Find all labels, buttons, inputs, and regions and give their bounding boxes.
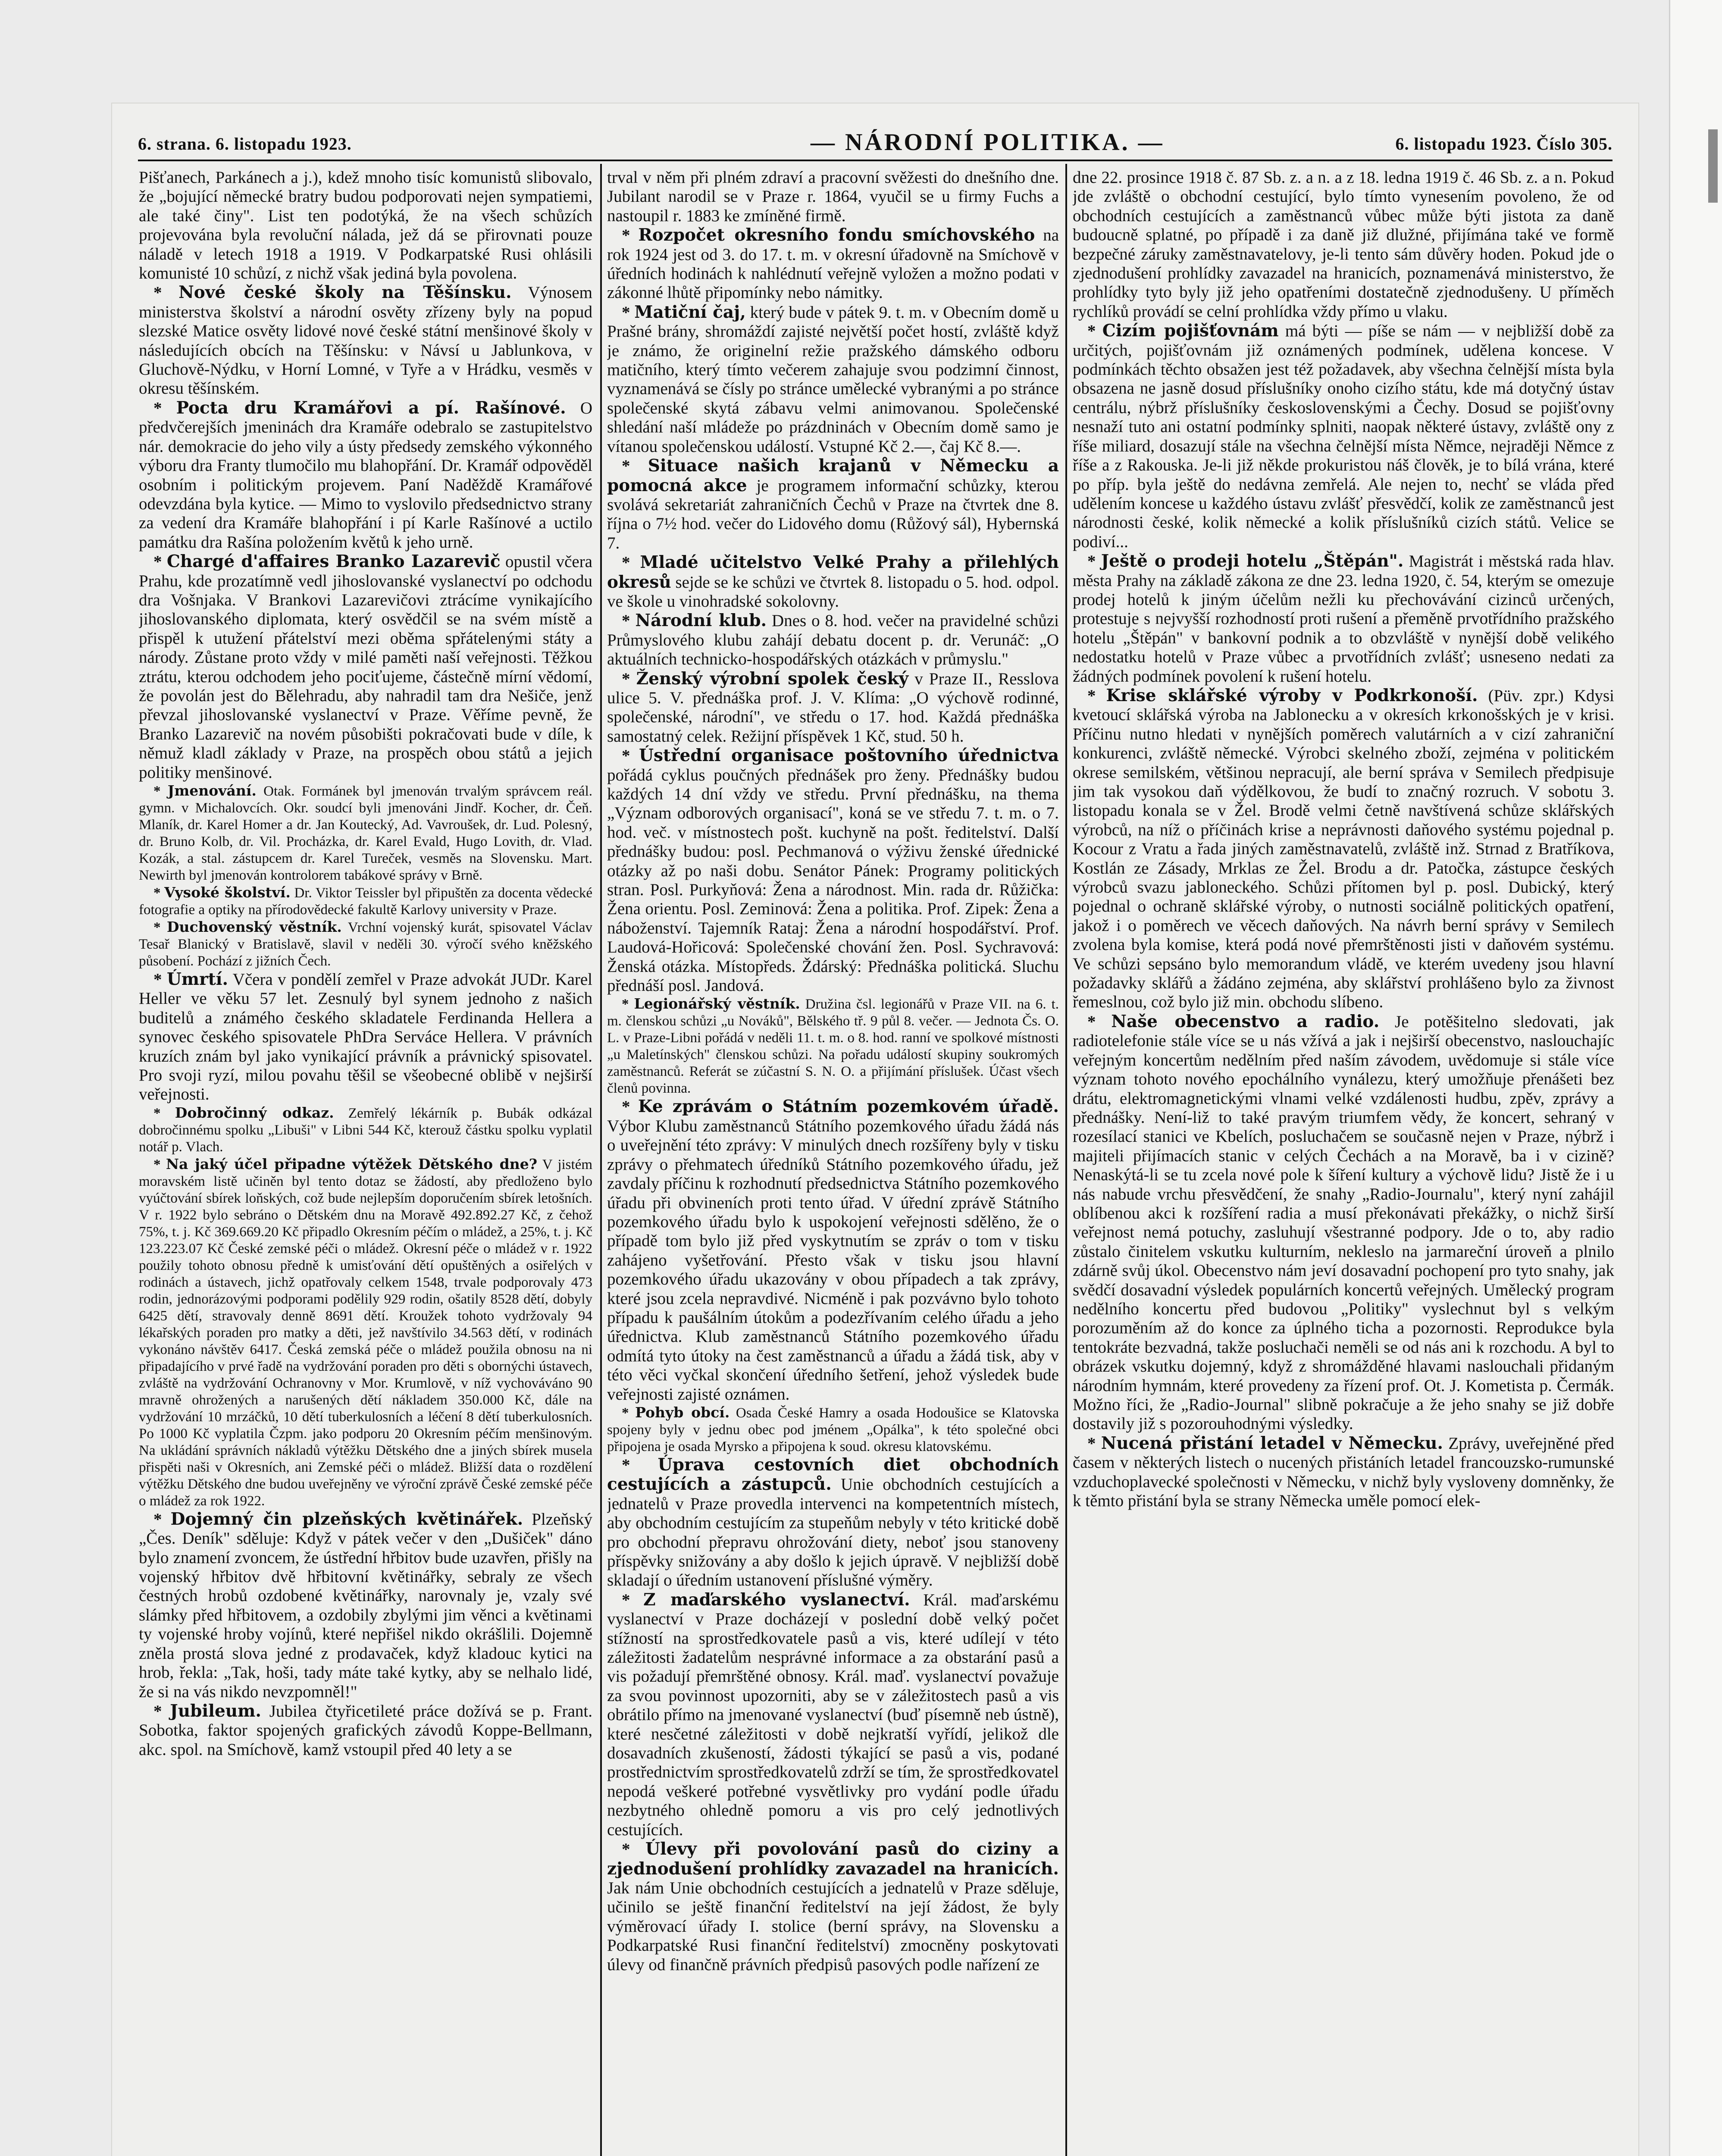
- item-body: O předvčerejších jmeninách dra Kramáře odebralo se zastupitelstvo nár. demokracie do jeho vily a ústy předsedy zemského výkonného výboru dra Franty tlumočilo mu blahopřání. Dr. Kramář odpověděl osobním i politickým projevem. Paní Naděždě Kramářové odevzdána byla kytice. — Mimo to vyslovilo předsednictvo strany za vedení dra Kramáře blahopřání i pí Karle Rašínové a uctilo památku dra Rašína položením květů k jeho urně.: [139, 398, 592, 552]
- item-bullet: *: [1087, 686, 1106, 705]
- item-bullet: *: [622, 303, 635, 322]
- text-column-2: [607, 168, 1059, 2156]
- item-heading: Jmenování.: [167, 782, 257, 799]
- item-body: Jak nám Unie obchodních cestujících a jednatelů v Praze sděluje, učinilo se ještě finanční ředitelství na její žádost, že byly výměrovací úřady I. stolice (berní správy, na Slovensku a Podkarpatské Rusi finanční ředitelství) zmocněny poskytovati úlevy od finančně právních předpisů pasových podle nařízení ze: [607, 1878, 1059, 1974]
- news-item: [139, 1702, 592, 1759]
- item-bullet: *: [622, 1405, 636, 1421]
- item-heading: Situace našich krajanů v Německu a pomocná akce: [607, 456, 1059, 495]
- item-body: Jubilea čtyřicetileté práce dožívá se p. Frant. Sobotka, faktor spojených grafických závodů Koppe-Bellmann, akc. spol. na Smíchově, kamž vstoupil před 40 lety a se: [139, 1702, 592, 1759]
- news-item: [607, 1590, 1059, 1839]
- item-body: je programem informační schůzky, kterou svolává sekretariát zahraničních Čechů v Praze na čtvrtek dne 8. října o 7½ hod. večer do Lidového domu (Růžový sál), Hybernská 7.: [607, 476, 1059, 552]
- text-column-1: [139, 168, 592, 2156]
- item-body: Magistrát i městská rada hlav. města Prahy na základě zákona ze dne 23. ledna 1920, č. 54, kterým se omezuje prodej hotelů k jiným účelům nežli ku přechovávání cizinců určených, protestuje s nejvyšší rozhodností proti rušení a přeměně prvotřídního pražského hotelu „Štěpán" v bankovní podnik a to obzvláště v nynější době velikého nedostatku hotelů v Praze vůbec a prvotřídních zvlášť; usneseno nedati za žádných podmínek povolení k rušení hotelu.: [1073, 552, 1614, 686]
- item-heading: Legionářský věstník.: [634, 995, 800, 1012]
- item-bullet: *: [153, 885, 165, 901]
- item-body: má býti — píše se nám — v nejbližší době za určitých, pojišťovnám již oznámených podmínek, udělena koncese. V podmínkách těchto obsažen jest též požadavek, aby všechna čelnější místa byla obsazena ne jasně dosud příslušníky onoho cizího státu, kde má dotyčný ústav centrálu, nýbrž příslušníky československými a Čechy. Dosud se pojišťovny nesnaží tuto ani ostatní podmínky splniti, naopak některé ústavy, zvláště ony z říše miliard, dosazují stále na všechna čelnější místa Němce, nejraději Němce z říše a z Rakouska. Je-li již někde prokuristou náš člověk, je to bílá vrána, které po příp. byla ještě do nedávna zemřelá. Ale nejen to, nechť se vláda před udělením koncese u každého ústavu zvlášť přesvědčí, kolik ze zaměstnanců jest národnosti české, kolik německé a kolik příslušníků cizích států. Velice se podiví...: [1073, 322, 1614, 551]
- item-heading: Jubileum.: [170, 1701, 261, 1721]
- item-heading: Pocta dru Kramářovi a pí. Rašínové.: [176, 398, 566, 418]
- item-body: Osada České Hamry a osada Hodoušice se Klatovska spojeny byly v jednu obec pod jménem „Opálka", k této společné obci připojena je osada Myrsko a připojena k soud. okresu klatovskému.: [607, 1405, 1059, 1454]
- news-item: [607, 226, 1059, 303]
- running-head: [138, 125, 1612, 164]
- news-item: [607, 303, 1059, 456]
- item-heading: Na jaký účel připadne výtěžek Dětského dne?: [166, 1155, 538, 1172]
- item-heading: Ještě o prodeji hotelu „Štěpán".: [1101, 551, 1404, 571]
- item-bullet: *: [153, 283, 179, 302]
- item-bullet: *: [622, 746, 639, 765]
- news-item: [139, 552, 592, 782]
- item-heading: Pohyb obcí.: [635, 1404, 730, 1421]
- item-heading: Úlevy při povolování pasů do ciziny a zjednodušení prohlídky zavazadel na hranicích.: [607, 1839, 1059, 1879]
- news-item: [1073, 1012, 1614, 1434]
- masthead-title: — NÁRODNÍ POLITIKA. —: [811, 129, 1165, 156]
- item-body: který bude v pátek 9. t. m. v Obecním domě u Prašné brány, shromáždí zajisté největší počet hostí, zvláště když je známo, že originelní režie pražského dámského odboru matičního, který tímto večerem zahajuje svou podzimní činnost, vyznamenává se čísly po stránce umělecké vybranými a po stránce společenské skytá zábavu velmi animovanou. Společenské shledání naší mládeže po prázdninách v Obecním domě samo je vítanou společenskou událostí. Vstupné Kč 2.—, čaj Kč 8.—.: [607, 303, 1059, 456]
- article-continuation: [607, 168, 1059, 226]
- news-item: [1073, 686, 1614, 1012]
- item-heading: Duchovenský věstník.: [166, 918, 342, 935]
- item-body: V jistém moravském listě učiněn byl tento dotaz se žádostí, aby předloženo bylo vyúčtování sbírek loňských, což bude nejlepším doporučením sbírek letošních. V r. 1922 bylo sebráno o Dětském dnu na Moravě 492.892.27 Kč, z čehož 75%, t. j. Kč 369.669.20 Kč připadlo Okresním péčím o mládež, a 25%, t. j. Kč 123.223.07 Kč České zemské péči o mládež. Okresní péče o mládež v r. 1922 použily tohoto obnosu předně k umisťování dětí opuštěných a osiřelých v rodinách a ústavech, jichž opatřovaly celkem 1548, trvale podporovaly 473 rodin, jednorázovými podporami podělily 929 rodin, ošatily 8528 dětí, dobyly 6425 dětí, stravovaly denně 8691 dětí. Kroužek tohoto vydržovaly 94 lékařských poraden pro matky a děti, jež navštívilo 34.563 dětí, v rodinách vykonáno návštěv 6417. Česká zemská péče o mládež použila obnosu na ni připadajícího v prvé řadě na vydržování poraden pro děti s obornýchi ústavech, zvláště na vydržování Ochranovny v Mor. Krumlově, v níž vychováváno 90 mravně ohrožených a narušených dětí nákladem 350.000 Kč, dále na vydržování 10 mrzáčků, 10 dětí tuberkulosních a léčení 8 dětí tuberkulosních. Po 1000 Kč vyplatila Čzpm. jako podporu 20 Okresním péčím menšinovým. Na ukládání správních nákladů výtěžku Dětského dne a jiných sbírek musela přispěti naši v Okresních, ani Zemské péči o mládež. Bližší data o rozdělení výtěžku Dětského dne budou uveřejněny ve výroční zprávě České zemské péče o mládež za rok 1922.: [139, 1156, 592, 1509]
- item-bullet: *: [153, 1702, 170, 1720]
- item-body: Včera v pondělí zemřel v Praze advokát JUDr. Karel Heller ve věku 57 let. Zesnulý byl synem jednoho z našich buditelů a známého českého skladatele Ferdinanda Hellera a synovec českého spisovatele PhDra Serváce Hellera. V právních kruzích znám byl jako vynikající právník a právnický spisovatel. Pro svoji ryzí, milou povahu těšil se všeobecné oblibě v nejširší veřejnosti.: [139, 970, 592, 1104]
- item-body: Družina čsl. legionářů v Praze VII. na 6. t. m. členskou schůzi „u Nováků", Bělského tř. 9 půl 8. večer. — Jednota Čs. O. L. v Praze-Libni pořádá v neděli 11. t. m. o 8. hod. ranní ve spolkové místnosti „u Maletínských" členskou schůzi. Na pořadu událostí skupiny soukromých zaměstnanců. Referát se zúčastní S. N. O. a přijímání příslušek. Účast všech členů povinna.: [607, 997, 1059, 1097]
- item-body: v Praze II., Resslova ulice 5. V. přednáška prof. J. V. Klíma: „O výchově rodinné, společenské, národní", ve středu o 17. hod. Každá přednáška samostatný celek. Režijní příspěvek 1 Kč, stud. 50 h.: [607, 669, 1059, 746]
- item-body: Vrchní vojenský kurát, spisovatel Václav Tesař Blanický v Bratislavě, slavil v neděli 30. výročí svého kněžského působení. Pochází z jižních Čech.: [139, 920, 592, 969]
- item-body: trval v něm při plném zdraví a pracovní svěžesti do dnešního dne. Jubilant narodil se v Praze r. 1864, vyučil se u firmy Fuchs a nastoupil r. 1883 ke zmíněné firmě.: [607, 168, 1059, 225]
- item-bullet: *: [153, 398, 176, 417]
- item-heading: Dobročinný odkaz.: [175, 1104, 334, 1121]
- item-bullet: *: [622, 1840, 645, 1859]
- page-number-date: 6. strana. 6. listopadu 1923.: [138, 134, 352, 154]
- item-bullet: *: [622, 611, 636, 630]
- header-rule: [138, 160, 1612, 161]
- item-bullet: *: [153, 970, 167, 989]
- article-continuation: [1073, 168, 1614, 321]
- item-body: na rok 1924 jest od 3. do 17. t. m. v okresní úřadovně na Smíchově v úředních hodinách k nahlédnutí veřejně vyložen a možno podati v zákonné lhůtě připomínky nebo námitky.: [607, 226, 1059, 302]
- news-item: [139, 782, 592, 884]
- news-item: [607, 1839, 1059, 1974]
- news-item: [607, 1404, 1059, 1455]
- item-heading: Chargé d'affaires Branko Lazarevič: [166, 552, 501, 572]
- item-heading: Krise sklářské výroby v Podkrkonoší.: [1106, 685, 1478, 705]
- item-heading: Úmrtí.: [166, 969, 229, 989]
- item-bullet: *: [1087, 552, 1101, 571]
- news-item: [607, 611, 1059, 669]
- item-bullet: *: [153, 1105, 175, 1121]
- text-column-3: [1073, 168, 1614, 2156]
- edge-ink-mark: [1708, 129, 1718, 203]
- news-item: [607, 995, 1059, 1097]
- news-item: [607, 456, 1059, 553]
- item-bullet: *: [622, 553, 640, 572]
- column-rule: [1065, 164, 1067, 2156]
- item-heading: Národní klub.: [635, 611, 767, 631]
- item-body: (Püv. zpr.) Kdysi kvetoucí sklářská výroba na Jablonecku a v okresích krkonošských je v krisi. Příčinu nutno hledati v nynějších poměrech valutárních a v cizí zahraniční konkurenci, zvláště německé. Výrobci skelného zboží, zejména v politickém okrese semilském, většinou nepracují, ale berní správa v Semilech předpisuje jim tak vysokou daň výdělkovou, že budí to značný rozruch. V sobotu 3. listopadu konala se v Žel. Brodě velmi četně navštívená schůze sklářských výrobců, na níž o příčinách krise a neprávnosti daňového systému pojednal p. Kocour z Vratu a řada jiných zaměstnavatelů, zvláště inž. Strnad z Bratříkova, Kostlán ze Zásady, Mrklas ze Žel. Brodu a dr. Patočka, zástupce českých výrobců svazu jabloneckého. Schůzi přítomen byl p. posl. Dubický, který pojednal o ochraně sklářské výroby, o nutnosti sociálně politických opatření, jakož i o poměrech ve věcech daňových. Na návrh berní správy v Semilech zvolena byla komise, která podá nové přemrštěnosti jisti v daňovém systému. Ve schůzi sepsáno bylo memorandum vládě, ve kterém uvedeny jsou hlavní požadavky sklářů a žádáno zejména, aby sklářství prohlášeno bylo za živnost řemeslnou, což bylo již min. obchodu slíbeno.: [1073, 686, 1614, 1012]
- item-body: dne 22. prosince 1918 č. 87 Sb. z. a n. a z 18. ledna 1919 č. 46 Sb. z. a n. Pokud jde zvláště o obchodní cestující, bylo tímto vynesením povoleno, že od obchodních cestujících a zaměstnanců vůbec může býti jistota za daně budoucně splatné, po případě i za daně již dlužné, přijímána také ve formě bezpečné záruky zaměstnavatelovy, je-li tento sám důvěry hoden. Pokud jde o zjednodušení prohlídky zavazadel na hranicích, poznamenává ministerstvo, že prohlídky tyto byly již jeho opatřeními dostatečně zjednodušeny. U příměch rychlíků provádí se celní prohlídka vždy přímo u vlaku.: [1073, 168, 1614, 321]
- news-item: [139, 918, 592, 970]
- item-heading: Mladé učitelstvo Velké Prahy a přilehlých okresů: [607, 552, 1059, 592]
- item-heading: Vysoké školství.: [164, 884, 291, 901]
- item-body: Král. maďarskému vyslanectví v Praze docházejí v poslední době velký počet stížností na sprostředkovatele pasů a vis, které udílejí v této záležitosti žadatelům nesprávné informace a za obstarání pasů a vis požadují přemrštěné obnosy. Král. maď. vyslanectví považuje za svou povinnost upozorniti, aby se v záležitostech pasů a vis obrátilo přímo na jmenované vyslanectví (buď písemně neb ústně), které nesčetné záležitosti v době nejkratší vyřídí, jelikož dle dosavadních zkušeností, žádosti týkající se pasů a vis, podané prostřednictvím sprostředkovatelů zdrží se tím, že sprostředkovatel nepodá veškeré potřebné vysvětlivky pro vydání podle úřadu nezbytného ohledně pomoru a vis pro celý jednotlivých cestujících.: [607, 1590, 1059, 1839]
- item-heading: Úprava cestovních diet obchodních cestujících a zástupců.: [607, 1454, 1059, 1495]
- item-bullet: *: [622, 1590, 644, 1609]
- news-item: [139, 283, 592, 398]
- news-item: [139, 970, 592, 1104]
- item-heading: Naše obecenstvo a radio.: [1111, 1011, 1380, 1031]
- column-rule: [600, 164, 602, 2156]
- item-bullet: *: [153, 1156, 166, 1172]
- item-bullet: *: [622, 226, 639, 245]
- item-bullet: *: [1087, 322, 1102, 341]
- item-heading: Ke zprávám o Státním pozemkovém úřadě.: [638, 1097, 1059, 1117]
- news-item: [139, 884, 592, 918]
- item-bullet: *: [622, 457, 648, 476]
- item-body: Unie obchodních cestujících a jednatelů v Praze provedla intervenci na kompetentních místech, aby obchodním cestujícím za stupeňům nebyly v této kritické době pro obchodní přepravu ohrožování diety, neboť jsou stanoveny příspěvky snižovány a aby došlo k jejich úpravě. V nejbližší době skladají o úředním ustanovení příslušné výměry.: [607, 1475, 1059, 1590]
- item-heading: Cizím pojišťovnám: [1102, 321, 1279, 341]
- item-body: Zemřelý lékárník p. Bubák odkázal dobročinnému spolku „Libuši" v Libni 544 Kč, kterouž částku spolku vyplatil notář p. Vlach.: [139, 1105, 592, 1155]
- item-heading: Matiční čaj,: [634, 302, 746, 322]
- adjacent-page-edge: [1669, 0, 1722, 2156]
- news-item: [607, 553, 1059, 611]
- item-bullet: *: [622, 997, 634, 1012]
- item-bullet: *: [622, 669, 636, 688]
- item-heading: Rozpočet okresního fondu smíchovského: [638, 225, 1035, 245]
- item-bullet: *: [1087, 1434, 1101, 1453]
- item-body: Plzeňský „Čes. Deník" sděluje: Když v pátek večer v den „Dušiček" dáno bylo znamení zvoncem, že ústřední hřbitov bude uzavřen, přišly na vojenský hřbitov dvě hřbitovní květinářky, sebraly ze všech čestných hrobů ozdobené květinářky, narovnaly je, vzaly své slámky před hřbitovem, a ozdobily zbylými jim věnci a květinami ty vojenské hroby vojínů, které nepřišel nikdo okrášlili. Dojemně zněla prostá slova jedné z prodavaček, když kladouc kytici na hrob, řekla: „Tak, hoši, tady máte také kytky, aby se nelhalo lidé, že si na vás nikdo nevzpomněl!": [139, 1510, 592, 1701]
- news-item: [1073, 1434, 1614, 1511]
- item-bullet: *: [622, 1455, 658, 1474]
- item-bullet: *: [153, 552, 167, 571]
- news-item: [139, 398, 592, 552]
- news-item: [607, 1455, 1059, 1590]
- item-bullet: *: [153, 783, 168, 799]
- item-body: Pišťanech, Parkánech a j.), kdež mnoho tisíc komunistů slibovalo, že „bojující německé bratry budou podporovati nejen sympatiemi, ale také činy". List ten podotýká, že na všech schůzích projevována byla revoluční nálada, jež dá se přirovnati pouze náladě v letech 1918 a 1919. V Podkarpatské Rusi ohlásili komunisté 10 schůzí, z nichž však jediná byla povolena.: [139, 168, 592, 283]
- news-item: [139, 1104, 592, 1156]
- item-body: Dr. Viktor Teissler byl připuštěn za docenta vědecké fotografie a optiky na přírodovědecké fakultě Karlovy university v Praze.: [139, 885, 592, 918]
- news-item: [139, 1156, 592, 1510]
- item-bullet: *: [1087, 1012, 1111, 1031]
- item-body: Je potěšitelno sledovati, jak radiotelefonie stále více se u nás vžívá a jak i nejširší obecenstvo, naslouchajíc veřejným koncertům nedělním před naším závodem, uvědomuje si stále více význam tohoto nového epochálního vynálezu, který umožňuje přenášeti bez drátu, elektromagnetickými vlnami velké vzdálenosti hudbu, zpěv, zprávy a přednášky. Není-liž to také pravým triumfem vědy, že koncert, sehraný v rozesílací stanici ve Kbelích, posluchačem se současně nejen v Praze, nýbrž i majiteli přijímacích stanic v celých Čechách a na Moravě, ba i v cizině? Nenaskýtá-li se tu zcela nové pole k šíření kultury a výchově lidu? Jistě že i u nás nabude vrchu přesvědčení, že snahy „Radio-Journalu", který nyní zahájil oblíbenou akci k rozšíření radia a musí překonávati překážky, o nichž širší veřejnost nemá potuchy, zasluhují všestranné podpory. Jde o to, aby radio zůstalo činitelem vskutku kulturním, nekleslo na jarmareční úroveň a plnilo zdárně svůj úkol. Obecenstvo nám jeví dosavadní pochopení pro tyto snahy, jak svědčí dosavadní výsledek populárních koncertů veřejných. Umělecký program nedělního koncertu před budovou „Politiky" vyslechnut byl s velkým porozuměním až do konce za úplného ticha a pozornosti. Reprodukce byla tentokráte bezvadná, takže posluchači neměli se od nás ani k rozchodu. A byl to obrázek vskutku dojemný, když z shromážděné hlavami naslouchali přidaným národním hymnám, které provedeny za řízení prof. Ot. J. Kometista p. Čermák. Možno říci, že „Radio-Journal" slibně pokračuje a že jeho snahy se již dobře dostavily již s pozorouhodnými výsledky.: [1073, 1012, 1614, 1433]
- news-item: [607, 1097, 1059, 1404]
- news-item: [1073, 321, 1614, 552]
- news-item: [607, 669, 1059, 746]
- item-heading: Nové české školy na Těšínsku.: [178, 282, 512, 303]
- item-body: Výbor Klubu zaměstnanců Státního pozemkového úřadu žádá nás o uveřejnění této zprávy: V minulých dnech rozšířeny byly v tisku zprávy o přehmatech úředníků Státního pozemkového úřadu, jež zavdaly příčinu k rozhodnutí předsednictva Státního pozemkového úřadu při obvineních proti tento úřad. V úřední zprávě Státního pozemkového úřadu bylo k uspokojení veřejnosti sdělěno, že o případě tom bylo již před vyskytnutím se zpráv o tom v tisku zahájeno vyšetřování. Přesto však v tisku jsou hlavní pozemkového úřadu ukazovány v obou případech a tak zprávy, které jsou zcela nepravdivé. Nicméně i pak pozvávno bylo tohoto případu k paušálním útokům a podezřívaním celého úřadu a jeho úřednictva. Klub zaměstnanců Státního pozemkového úřadu odmítá tyto útoky na čest zaměstnanců a úřadu a žádá tisk, aby v této věci vyčkal skončení úředního šetření, jehož výsledek bude veřejnosti zajisté oznámen.: [607, 1116, 1059, 1404]
- item-body: Otak. Formánek byl jmenován trvalým správcem reál. gymn. v Michalovcích. Okr. soudcí byli jmenováni Jindř. Kocher, dr. Čeň. Mlaník, dr. Karel Homer a dr. Jan Koutecký, Ad. Vavroušek, dr. Lud. Polesný, dr. Bruno Kolb, dr. Vil. Procházka, dr. Karel Evald, Hugo Lovith, dr. Vlad. Kozák, a stal. zástupcem dr. Karel Tureček, vesměs na Slovensku. Mart. Newirth byl jmenován kontrolorem tabákové správy v Brně.: [139, 783, 592, 883]
- article-continuation: [139, 168, 592, 283]
- news-item: [139, 1510, 592, 1702]
- item-heading: Ústřední organisace poštovního úřednictva: [639, 746, 1059, 766]
- item-heading: Nucená přistání letadel v Německu.: [1101, 1433, 1443, 1453]
- item-heading: Ženský výrobní spolek český: [636, 668, 909, 689]
- item-body: opustil včera Prahu, kde prozatímně vedl jihoslovanské vyslanectví po odchodu dra Vošnjaka. V Brankovi Lazarevičovi ztrácíme vynikajícího jihoslovanského diplomata, který osvědčil se na svém místě a přispěl k utužení přátelství mezi oběma spřátelenými státy a národy. Zůstane proto vždy v milé paměti naší veřejnosti. Těžkou ztrátu, kterou odchodem jeho pociťujeme, částečně mírní vědomí, že povolán jest do Bělehradu, aby nahradil tam dra Nešiče, jenž převzal jihoslovanské vyslanectví v Praze. Věříme pevně, že Branko Lazarevič na novém působišti pokračovati bude v díle, k němuž kladl základy v Praze, na prospěch obou států a jejich politiky menšinové.: [139, 552, 592, 782]
- item-body: Výnosem ministerstva školství a národní osvěty zřízeny byly na popud slezské Matice osvěty lidové nové české státní menšinové školy v následujících obcích na Těšínsku: v Návsí u Jablunkova, v Gluchově-Nýdku, v Horní Lomné, v Tyře a v Hrádku, vesměs v okresu těšínském.: [139, 283, 592, 398]
- date-issue-number: 6. listopadu 1923. Číslo 305.: [1395, 134, 1612, 154]
- item-heading: Dojemný čin plzeňských květinářek.: [170, 1509, 523, 1529]
- item-body: Zprávy, uveřejněné před časem v některých listech o nucených přistáních letadel francouzsko-rumunské vzduchoplavecké společnosti v Německu, v nichž byly vysloveny domněnky, že k těmto přistání byla se strany Německa uměle pomocí elek-: [1073, 1434, 1614, 1510]
- item-bullet: *: [622, 1097, 638, 1116]
- item-body: pořádá cyklus poučných přednášek pro ženy. Přednášky budou každých 14 dní vždy ve středu. První přednášku, na thema „Význam odborových organisací", koná se ve středu 7. t. m. o 7. hod. več. v místnostech pošt. kuchyně na pošt. ředitelství. Další přednášky budou: posl. Pechmanová o výživu ženské úřednické otázky až po naši dobu. Senátor Pánek: Programy politických stran. Posl. Purkyňová: Žena a národnost. Min. rada dr. Růžička: Žena orientu. Posl. Zeminová: Žena a politika. Prof. Zipek: Žena a náboženství. Tajemník Rataj: Žena a národní hospodářství. Prof. Laudová-Hořicová: Společenské chování žen. Posl. Sychravová: Ženská otázka. Místopředs. Ždárský: Přednáška politická. Sluchu přednáší posl. Jandová.: [607, 765, 1059, 995]
- news-item: [1073, 552, 1614, 686]
- item-bullet: *: [153, 920, 167, 935]
- item-bullet: *: [153, 1510, 171, 1529]
- item-body: Dnes o 8. hod. večer na pravidelné schůzi Průmyslového klubu zahájí debatu docent p. dr. Verunáč: „O aktuálních technicko-hospodářských otázkách v průmyslu.": [607, 611, 1059, 669]
- item-body: sejde se ke schůzi ve čtvrtek 8. listopadu o 5. hod. odpol. ve škole u vinohradské sokolovny.: [607, 573, 1059, 611]
- news-item: [607, 746, 1059, 995]
- item-heading: Z maďarského vyslanectví.: [643, 1589, 910, 1610]
